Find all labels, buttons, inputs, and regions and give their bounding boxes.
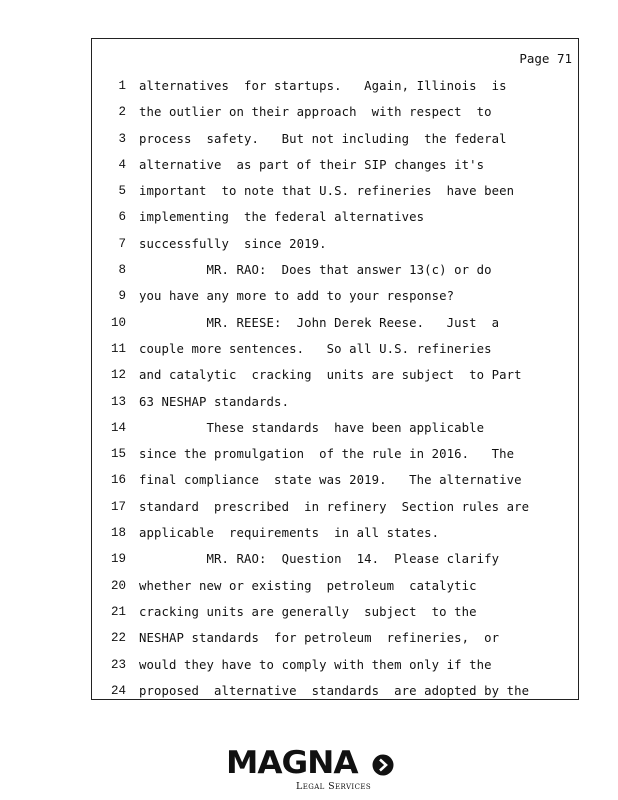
- line-text: MR. RAO: Does that answer 13(c) or do: [139, 263, 492, 278]
- transcript-page: [91, 38, 579, 700]
- line-text: you have any more to add to your response?: [139, 289, 455, 304]
- line-number: 20: [110, 578, 126, 593]
- transcript-line: [92, 264, 578, 290]
- transcript-line: [92, 422, 578, 448]
- transcript-line: [92, 238, 578, 264]
- line-number: 11: [110, 341, 126, 356]
- transcript-line: [92, 448, 578, 474]
- transcript-line: [92, 343, 578, 369]
- line-text: 63 NESHAP standards.: [139, 394, 290, 409]
- line-number: 6: [118, 210, 126, 225]
- transcript-line: [92, 606, 578, 632]
- magna-logo: [226, 745, 396, 794]
- transcript-line: [92, 211, 578, 237]
- line-number: 13: [110, 394, 126, 409]
- line-text: MR. RAO: Question 14. Please clarify: [139, 552, 500, 567]
- line-text: alternative as part of their SIP changes it's: [139, 157, 485, 172]
- line-text: would they have to comply with them only if the: [139, 657, 492, 672]
- line-text: final compliance state was 2019. The alternative: [139, 473, 522, 488]
- logo-wordmark: MAGNA: [226, 745, 358, 781]
- line-number: 15: [110, 447, 126, 462]
- line-text: successfully since 2019.: [139, 236, 327, 251]
- line-number: 16: [110, 473, 126, 488]
- line-number: 22: [110, 631, 126, 646]
- line-text: process safety. But not including the federal: [139, 131, 507, 146]
- line-text: proposed alternative standards are adopted by the: [139, 683, 530, 698]
- line-number: 1: [118, 79, 126, 93]
- transcript-line: [92, 159, 578, 185]
- transcript-line: [92, 290, 578, 316]
- line-number: 8: [118, 263, 126, 278]
- line-text: whether new or existing petroleum catalytic: [139, 578, 477, 593]
- line-number: 24: [110, 683, 126, 698]
- transcript-line: [92, 501, 578, 527]
- transcript-lines: [92, 80, 578, 711]
- line-text: MR. REESE: John Derek Reese. Just a: [139, 315, 500, 330]
- line-text: since the promulgation of the rule in 2016. The: [139, 447, 515, 462]
- page-number: Page 71: [519, 51, 572, 66]
- line-number: 2: [118, 105, 126, 120]
- line-number: 17: [110, 499, 126, 514]
- line-number: 18: [110, 526, 126, 541]
- line-number: 4: [118, 157, 126, 172]
- line-number: 19: [110, 552, 126, 567]
- transcript-line: [92, 659, 578, 685]
- transcript-line: [92, 527, 578, 553]
- line-number: 3: [118, 131, 126, 146]
- line-number: 9: [118, 289, 126, 304]
- line-text: important to note that U.S. refineries have been: [139, 184, 515, 199]
- line-number: 14: [110, 420, 126, 435]
- line-text: the outlier on their approach with respect to: [139, 105, 492, 120]
- line-text: standard prescribed in refinery Section rules are: [139, 499, 530, 514]
- transcript-line: [92, 317, 578, 343]
- line-text: NESHAP standards for petroleum refineries, or: [139, 631, 500, 646]
- line-number: 5: [118, 184, 126, 199]
- line-text: alternatives for startups. Again, Illinois is: [139, 79, 507, 93]
- transcript-line: [92, 106, 578, 132]
- line-number: 7: [118, 236, 126, 251]
- transcript-line: [92, 133, 578, 159]
- line-number: 10: [110, 315, 126, 330]
- line-text: cracking units are generally subject to the: [139, 604, 477, 619]
- line-number: 12: [110, 368, 126, 383]
- chevron-right-icon: [372, 754, 394, 776]
- line-text: These standards have been applicable: [139, 420, 485, 435]
- transcript-line: [92, 369, 578, 395]
- transcript-line: [92, 685, 578, 711]
- transcript-line: [92, 80, 578, 106]
- line-text: implementing the federal alternatives: [139, 210, 425, 225]
- line-text: and catalytic cracking units are subject to Part: [139, 368, 522, 383]
- transcript-line: [92, 632, 578, 658]
- line-text: couple more sentences. So all U.S. refineries: [139, 341, 492, 356]
- transcript-line: [92, 553, 578, 579]
- line-text: applicable requirements in all states.: [139, 526, 440, 541]
- line-number: 21: [110, 604, 126, 619]
- line-number: 23: [110, 657, 126, 672]
- transcript-line: [92, 396, 578, 422]
- transcript-line: [92, 580, 578, 606]
- transcript-line: [92, 185, 578, 211]
- transcript-line: [92, 474, 578, 500]
- logo-tagline: Legal Services: [296, 781, 372, 792]
